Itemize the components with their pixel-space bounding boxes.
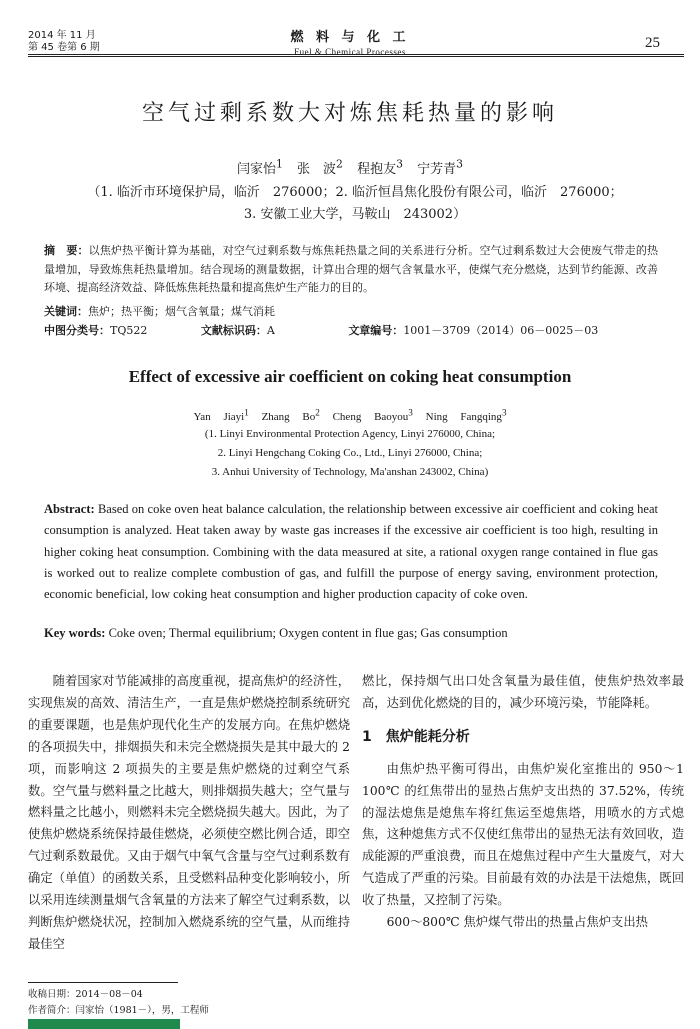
affiliation-cn-line2: 3. 安徽工业大学，马鞍山 243002） [243,207,467,222]
author-en: Cheng Baoyou$^3$ [332,407,413,423]
accent-bar [28,1019,180,1029]
keywords-cn-label: 关键词： [44,305,88,318]
received-date: 收稿日期：2014－08－04 [28,989,143,1000]
author-cn: 张 波$^2$ [297,158,343,178]
body-column-right [362,671,684,934]
affiliation-en-line2: 2. Linyi Hengchang Coking Co., Ltd., Linyi 276000, China; [217,447,483,459]
author-en: Ning Fangqing$^3$ [425,407,507,423]
affiliation-cn-line1: （1. 临沂市环境保护局，临沂 276000；2. 临沂恒昌焦化股份有限公司，临沂 276000； [87,185,623,200]
author-cn: 闫家怡$^1$ [236,158,283,178]
author-cn: 宁芳青$^3$ [417,158,464,178]
author-cn: 程抱友$^3$ [357,158,403,178]
author-list-en [0,407,700,423]
issue-date: 2014 年 11 月 [28,30,96,41]
author-list-cn [0,158,700,177]
abstract-cn-label: 摘 要： [44,244,89,257]
keywords-en-label: Key words: [44,626,106,640]
body-paragraph: 由焦炉热平衡可得出，由焦炉炭化室推出的 950～1 100℃ 的红焦带出的显热占焦炉支出热的 37.52%，传统的湿法熄焦是熄焦车将红焦运至熄焦塔，用喷水的方式熄焦，这种熄焦方式不仅使红焦带出的显热无法有效回收，造成能源的严重浪费，而且在熄焦过程中产生大量废气，对大气造成了严重的污染。目前最有效的办法是干法熄焦，既回收了热量，又控制了污染。 [362,761,684,908]
affiliation-en-line3: 3. Anhui University of Technology, Ma'anshan 243002, China) [211,466,489,478]
journal-title-cn: 燃 料 与 化 工 [290,30,410,45]
document-code: 文献标识码：A [200,324,275,337]
body-paragraph: 600～800℃ 焦炉煤气带出的热量占焦炉支出热 [386,915,648,930]
keywords-cn-text: 焦炉；热平衡；烟气含氧量；煤气消耗 [88,305,275,318]
abstract-en [44,499,658,605]
abstract-en-label: Abstract: [44,502,95,516]
header-rule-2 [28,56,684,57]
section-heading: 1 焦炉能耗分析 [362,728,470,745]
body-column-left [28,671,350,956]
paper-title-cn: 空气过剩系数大对炼焦耗热量的影响 [141,101,558,126]
clc-number: 中图分类号：TQ522 [44,324,148,337]
author-en: Zhang Bo$^2$ [261,407,320,423]
paper-title-en: Effect of excessive air coefficient on coking heat consumption [128,367,572,386]
journal-title-en: Fuel & Chemical Processes [294,47,406,57]
abstract-cn [44,242,658,298]
journal-name [0,26,700,57]
keywords-en-text: Coke oven; Thermal equilibrium; Oxygen content in flue gas; Gas consumption [108,626,508,640]
abstract-cn-text: 以焦炉热平衡计算为基础，对空气过剩系数与炼焦耗热量之间的关系进行分析。空气过剩系数过大会使废气带走的热量增加，导致炼焦耗热量增加。结合现场的测量数据，计算出合理的烟气含氧量水平，使煤气充分燃烧，达到节约能源、改善环境、提高经济效益、降低炼焦耗热量和提高焦炉生产能力的目的。 [44,244,659,294]
affiliation-en-line1: (1. Linyi Environmental Protection Agency, Linyi 276000, China; [204,428,496,440]
body-paragraph-continued: 燃比，保持烟气出口处含氧量为最佳值，使焦炉热效率最高，达到优化燃烧的目的，减少环境污染，节能降耗。 [362,674,684,710]
author-bio: 作者简介：闫家怡（1981－），男，工程师 [28,1005,209,1016]
page-number: 25 [645,35,660,51]
header-rule [28,54,684,55]
classification-row [44,322,658,338]
article-number: 文章编号：1001－3709（2014）06－0025－03 [348,324,599,337]
issue-volume: 第 45 卷第 6 期 [28,42,100,53]
author-en: Yan Jiayi$^1$ [193,407,249,423]
keywords-en [44,626,658,641]
footnote-rule [28,982,178,983]
body-paragraph: 随着国家对节能减排的高度重视，提高焦炉的经济性，实现焦炭的高效、清洁生产，一直是焦炉燃烧控制系统研究的重要课题，也是焦炉现代化生产的发展方向。在焦炉燃烧的各项损失中，排烟损失和未完全燃烧损失是其中最大的 2 项，而影响这 2 项损失的主要是焦炉燃烧的过剩空气系数。空气量与燃料量之比越大，则排烟损失越大；空气量与燃料量之比越小，则燃料未完全燃烧损失越大。因此，为了使焦炉燃烧系统保持最佳燃烧，必须使空燃比例合适，即空气过剩系数最优。又由于烟气中氧气含量与空气过剩系数有确定（单值）的函数关系，且受燃料品种变化影响较小，所以采用连续测量烟气含氧量的方法来了解空气过剩系数，以判断焦炉燃烧状况，控制加入燃烧系统的空气量，从而维持最佳空 [28,674,350,951]
keywords-cn [44,303,658,322]
abstract-en-text: Based on coke oven heat balance calculation, the relationship between excessive air coefficient and coking heat consumption is analyzed. Heat taken away by waste gas increases if the excessive air coefficient is too high, resulting in higher coking heat consumption. Combining with the data measured at site, a rational oxygen range contained in flue gas is worked out to realize complete combustion of gas, and fulfill the purpose of energy saving, environment protection, economic beneficial, low coking heat consumption and higher production capacity of coke oven. [44,502,659,602]
